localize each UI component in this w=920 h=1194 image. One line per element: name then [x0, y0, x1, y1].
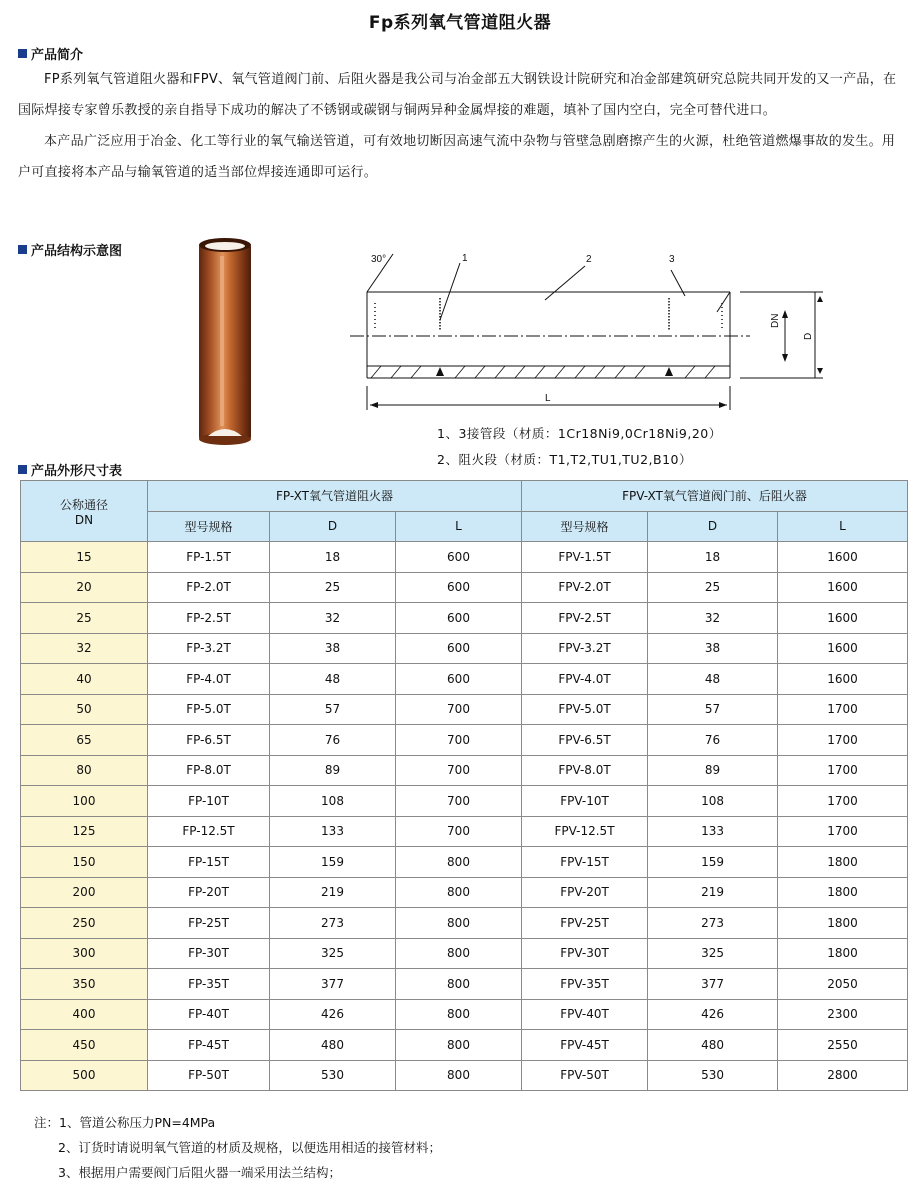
cell-fpv-d: 32 — [648, 603, 778, 634]
structure-diagram — [345, 248, 825, 418]
cell-dn: 50 — [21, 694, 148, 725]
note-2: 2、订货时请说明氧气管道的材质及规格，以便选用相适的接管材料； — [58, 1140, 441, 1155]
cell-dn: 15 — [21, 542, 148, 573]
cell-fpv-d: 377 — [648, 969, 778, 1000]
cell-fpv-l: 2800 — [778, 1060, 908, 1091]
cell-fp-d: 480 — [270, 1030, 396, 1061]
cell-dn: 300 — [21, 938, 148, 969]
diagram-dn-label: DN — [770, 313, 781, 328]
diagram-callout-3: 3 — [669, 254, 675, 265]
table-row — [21, 908, 908, 939]
cell-fp-model: FP-15T — [148, 847, 270, 878]
cell-fp-model: FP-3.2T — [148, 633, 270, 664]
cell-fpv-l: 1800 — [778, 908, 908, 939]
cell-fpv-l: 1700 — [778, 694, 908, 725]
cell-fpv-l: 1700 — [778, 725, 908, 756]
note-3: 3、根据用户需要阀门后阻火器一端采用法兰结构； — [58, 1165, 341, 1180]
cell-fp-d: 377 — [270, 969, 396, 1000]
cell-fp-l: 700 — [396, 816, 522, 847]
cell-fpv-d: 219 — [648, 877, 778, 908]
cell-dn: 150 — [21, 847, 148, 878]
cell-dn: 40 — [21, 664, 148, 695]
cell-fpv-d: 325 — [648, 938, 778, 969]
cell-fpv-d: 108 — [648, 786, 778, 817]
cell-fpv-model: FPV-8.0T — [522, 755, 648, 786]
cell-fp-l: 800 — [396, 1030, 522, 1061]
cell-fpv-model: FPV-20T — [522, 877, 648, 908]
cell-fp-l: 700 — [396, 725, 522, 756]
cell-fpv-d: 530 — [648, 1060, 778, 1091]
section-heading-table-text: 产品外形尺寸表 — [31, 464, 123, 479]
cell-fp-d: 426 — [270, 999, 396, 1030]
table-row — [21, 786, 908, 817]
section-marker-icon — [18, 245, 27, 254]
note-1: 注：1、管道公称压力PN=4MPa — [34, 1115, 216, 1130]
cell-dn: 20 — [21, 572, 148, 603]
table-row — [21, 877, 908, 908]
table-header-group-fpv: FPV-XT氧气管道阀门前、后阻火器 — [522, 481, 908, 512]
section-heading-intro-text: 产品简介 — [31, 48, 84, 63]
intro-paragraph-2: 本产品广泛应用于冶金、化工等行业的氧气输送管道，可有效地切断因高速气流中杂物与管壁急剧磨擦产生的火源，杜绝管道燃爆事故的发生。用户可直接将本产品与输氧管道的适当部位焊接连通即可运行。 — [18, 134, 896, 180]
cell-dn: 450 — [21, 1030, 148, 1061]
cell-fpv-model: FPV-10T — [522, 786, 648, 817]
cell-fpv-l: 1700 — [778, 816, 908, 847]
table-row — [21, 1060, 908, 1091]
cell-dn: 200 — [21, 877, 148, 908]
section-marker-icon — [18, 49, 27, 58]
cell-fpv-l: 1600 — [778, 603, 908, 634]
cell-fpv-model: FPV-40T — [522, 999, 648, 1030]
cell-fpv-d: 76 — [648, 725, 778, 756]
cell-fp-d: 108 — [270, 786, 396, 817]
cell-fpv-l: 1600 — [778, 664, 908, 695]
cell-fp-d: 133 — [270, 816, 396, 847]
cell-fp-model: FP-45T — [148, 1030, 270, 1061]
section-heading-structure-text: 产品结构示意图 — [31, 244, 123, 259]
table-row — [21, 969, 908, 1000]
cell-fpv-model: FPV-2.5T — [522, 603, 648, 634]
cell-fpv-d: 57 — [648, 694, 778, 725]
cell-fpv-l: 1800 — [778, 938, 908, 969]
intro-text — [18, 64, 908, 188]
section-heading-table — [18, 460, 122, 479]
dimensions-table — [20, 480, 908, 1091]
table-row — [21, 694, 908, 725]
cell-fp-l: 700 — [396, 694, 522, 725]
cell-fp-model: FP-1.5T — [148, 542, 270, 573]
cell-fpv-l: 1600 — [778, 542, 908, 573]
cell-fp-model: FP-8.0T — [148, 755, 270, 786]
cell-fp-l: 600 — [396, 603, 522, 634]
cell-fp-model: FP-10T — [148, 786, 270, 817]
cell-fpv-model: FPV-30T — [522, 938, 648, 969]
cell-dn: 400 — [21, 999, 148, 1030]
table-row — [21, 603, 908, 634]
cell-fpv-l: 1600 — [778, 633, 908, 664]
page-title: Fp系列氧气管道阻火器 — [368, 13, 552, 33]
cell-fp-l: 800 — [396, 999, 522, 1030]
table-header-group-fp: FP-XT氧气管道阻火器 — [148, 481, 522, 512]
table-header-l: L — [396, 511, 522, 542]
diagram-d-label: D — [803, 332, 814, 340]
cell-fpv-d: 133 — [648, 816, 778, 847]
cell-fp-model: FP-20T — [148, 877, 270, 908]
cell-fp-model: FP-2.5T — [148, 603, 270, 634]
cell-fpv-model: FPV-15T — [522, 847, 648, 878]
cell-fp-l: 800 — [396, 908, 522, 939]
cell-fpv-model: FPV-5.0T — [522, 694, 648, 725]
cell-dn: 65 — [21, 725, 148, 756]
cell-fpv-model: FPV-3.2T — [522, 633, 648, 664]
cell-fp-model: FP-4.0T — [148, 664, 270, 695]
cell-fpv-d: 480 — [648, 1030, 778, 1061]
table-row — [21, 816, 908, 847]
cell-dn: 500 — [21, 1060, 148, 1091]
table-row — [21, 847, 908, 878]
table-row — [21, 572, 908, 603]
cell-fp-d: 32 — [270, 603, 396, 634]
cell-fp-d: 57 — [270, 694, 396, 725]
table-row — [21, 755, 908, 786]
cell-fp-l: 600 — [396, 542, 522, 573]
cell-fpv-l: 2050 — [778, 969, 908, 1000]
cell-fpv-model: FPV-50T — [522, 1060, 648, 1091]
cell-fpv-l: 1800 — [778, 847, 908, 878]
cell-fp-d: 25 — [270, 572, 396, 603]
table-header-d: D — [270, 511, 396, 542]
cell-fp-l: 600 — [396, 664, 522, 695]
table-row — [21, 633, 908, 664]
cell-fpv-l: 1800 — [778, 877, 908, 908]
cell-fp-l: 800 — [396, 877, 522, 908]
section-heading-intro — [18, 44, 83, 63]
cell-fpv-model: FPV-4.0T — [522, 664, 648, 695]
table-header-l: L — [778, 511, 908, 542]
cell-fp-model: FP-50T — [148, 1060, 270, 1091]
table-row — [21, 1030, 908, 1061]
cell-fpv-model: FPV-6.5T — [522, 725, 648, 756]
cell-fpv-d: 25 — [648, 572, 778, 603]
cell-fp-l: 600 — [396, 633, 522, 664]
cell-fpv-model: FPV-35T — [522, 969, 648, 1000]
table-row — [21, 542, 908, 573]
cell-fp-l: 800 — [396, 1060, 522, 1091]
table-header-dn — [21, 481, 148, 542]
table-row — [21, 664, 908, 695]
cell-fp-d: 76 — [270, 725, 396, 756]
cell-fp-model: FP-40T — [148, 999, 270, 1030]
cell-fpv-d: 159 — [648, 847, 778, 878]
cell-fp-model: FP-5.0T — [148, 694, 270, 725]
cell-fp-d: 38 — [270, 633, 396, 664]
cell-fp-l: 600 — [396, 572, 522, 603]
cell-fp-l: 800 — [396, 938, 522, 969]
cell-dn: 32 — [21, 633, 148, 664]
diagram-callout-1: 1 — [462, 253, 468, 264]
cell-fp-d: 325 — [270, 938, 396, 969]
legend-line-1: 1、3接管段（材质：1Cr18Ni9,0Cr18Ni9,20） — [437, 426, 722, 441]
cell-fp-l: 700 — [396, 786, 522, 817]
cell-fpv-model: FPV-1.5T — [522, 542, 648, 573]
diagram-angle: 30° — [371, 254, 387, 265]
intro-paragraph-1: FP系列氧气管道阻火器和FPV、氧气管道阀门前、后阻火器是我公司与冶金部五大钢铁设计院研究和冶金部建筑研究总院共同开发的又一产品，在国际焊接专家曾乐教授的亲自指导下成功的解决了不锈钢或碳钢与铜两异种金属焊接的难题，填补了国内空白，完全可替代进口。 — [18, 72, 897, 118]
cell-fp-d: 159 — [270, 847, 396, 878]
table-header-model: 型号规格 — [148, 511, 270, 542]
cell-fpv-l: 1600 — [778, 572, 908, 603]
cell-fpv-model: FPV-45T — [522, 1030, 648, 1061]
cell-fp-l: 800 — [396, 969, 522, 1000]
diagram-l-label: L — [545, 393, 551, 404]
notes — [34, 1110, 441, 1185]
table-row — [21, 725, 908, 756]
table-body — [21, 542, 908, 1091]
cell-dn: 350 — [21, 969, 148, 1000]
cell-fpv-model: FPV-25T — [522, 908, 648, 939]
cell-fp-model: FP-35T — [148, 969, 270, 1000]
cell-fp-model: FP-30T — [148, 938, 270, 969]
cell-fp-model: FP-6.5T — [148, 725, 270, 756]
cell-fp-model: FP-25T — [148, 908, 270, 939]
cell-dn: 25 — [21, 603, 148, 634]
cell-dn: 125 — [21, 816, 148, 847]
cell-fpv-d: 426 — [648, 999, 778, 1030]
cell-fp-d: 530 — [270, 1060, 396, 1091]
cell-dn: 80 — [21, 755, 148, 786]
cell-fp-model: FP-12.5T — [148, 816, 270, 847]
cell-fp-d: 219 — [270, 877, 396, 908]
cell-fp-d: 18 — [270, 542, 396, 573]
table-row — [21, 938, 908, 969]
diagram-callout-2: 2 — [586, 254, 592, 265]
cell-fpv-d: 18 — [648, 542, 778, 573]
table-header-d: D — [648, 511, 778, 542]
cell-fpv-d: 38 — [648, 633, 778, 664]
cell-dn: 100 — [21, 786, 148, 817]
cell-fp-l: 800 — [396, 847, 522, 878]
cell-fpv-d: 89 — [648, 755, 778, 786]
table-row — [21, 999, 908, 1030]
cell-fp-d: 89 — [270, 755, 396, 786]
cell-fpv-l: 2550 — [778, 1030, 908, 1061]
section-marker-icon — [18, 465, 27, 474]
cell-fpv-model: FPV-12.5T — [522, 816, 648, 847]
cell-dn: 250 — [21, 908, 148, 939]
cell-fp-l: 700 — [396, 755, 522, 786]
cell-fpv-l: 1700 — [778, 786, 908, 817]
table-header-model: 型号规格 — [522, 511, 648, 542]
cell-fp-d: 273 — [270, 908, 396, 939]
table-header-dn-text: 公称通径 — [59, 497, 108, 512]
cell-fpv-model: FPV-2.0T — [522, 572, 648, 603]
cell-fpv-l: 1700 — [778, 755, 908, 786]
cell-fpv-d: 273 — [648, 908, 778, 939]
cell-fpv-l: 2300 — [778, 999, 908, 1030]
cell-fpv-d: 48 — [648, 664, 778, 695]
legend-line-2: 2、阻火段（材质：T1,T2,TU1,TU2,B10） — [437, 452, 692, 467]
cell-fp-model: FP-2.0T — [148, 572, 270, 603]
table-header-dn-code: DN — [74, 512, 94, 527]
section-heading-structure — [18, 240, 122, 259]
product-photo-pipe — [196, 236, 254, 448]
cell-fp-d: 48 — [270, 664, 396, 695]
